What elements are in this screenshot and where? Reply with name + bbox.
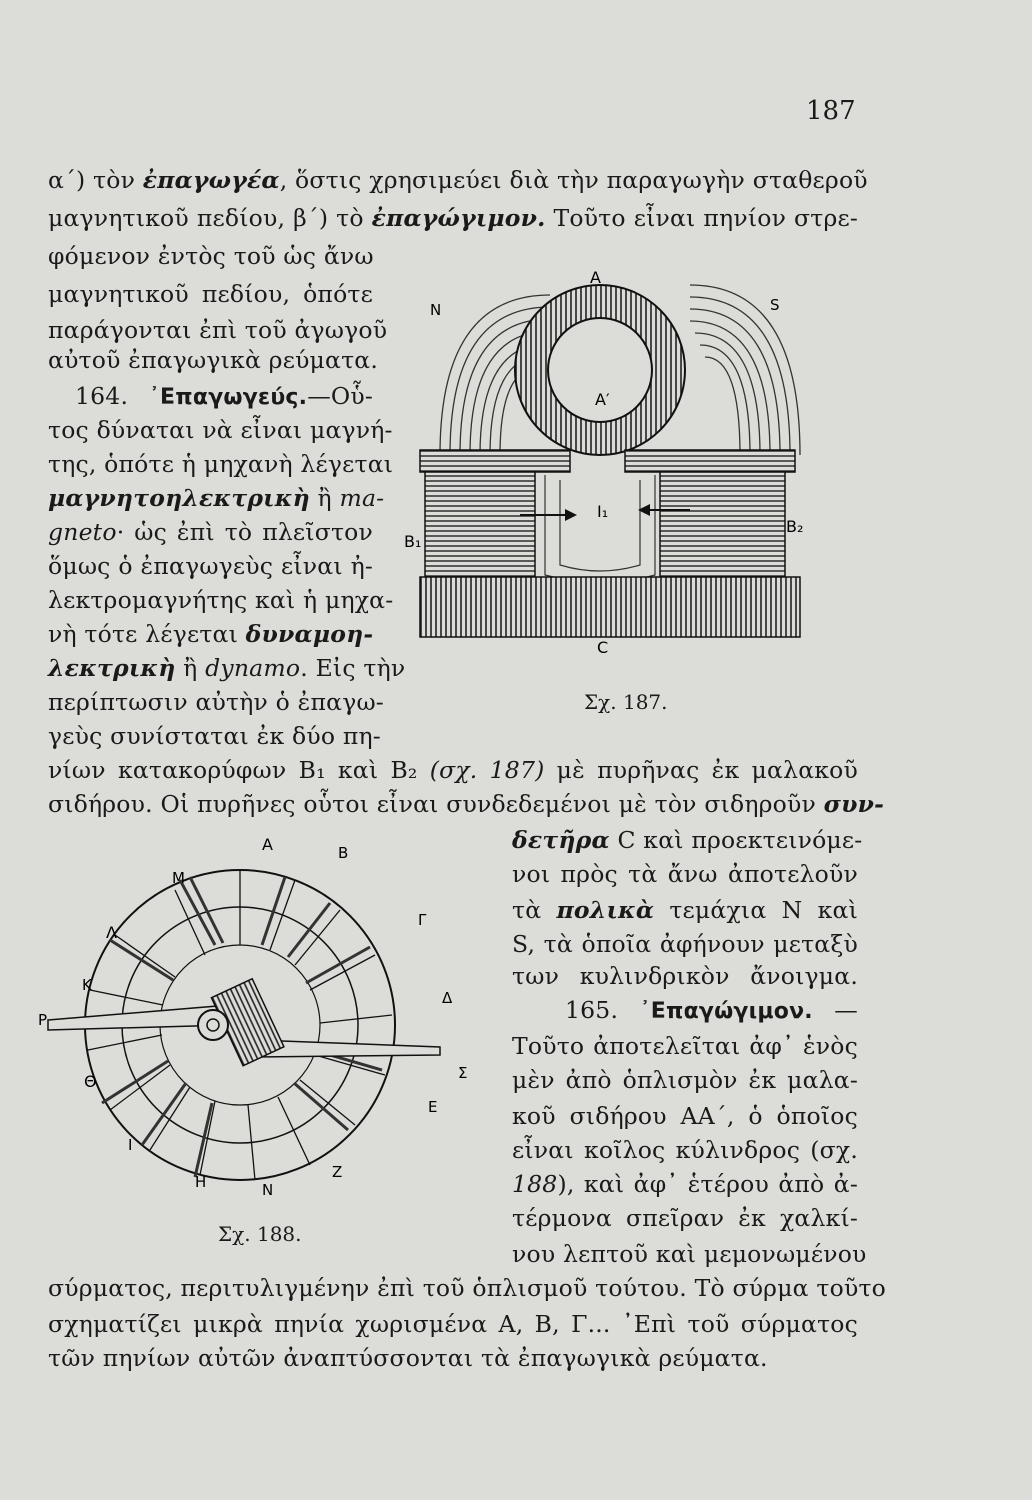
label-b2: B₂: [786, 517, 804, 536]
label-kappa: K: [82, 976, 92, 994]
coil-b2: [660, 472, 785, 577]
text-line-2: μαγνητικοῦ πεδίου, β΄) τὸ ἐπαγώγιμον. Τοῦτο εἶναι πηνίον στρε-: [48, 204, 858, 232]
label-theta: Θ: [84, 1072, 97, 1091]
label-delta: Δ: [442, 989, 453, 1007]
text-line-15: λεκτρικὴ ἢ dynamo. Εἰς τὴν: [48, 654, 406, 682]
figure-187-dynamo: [400, 255, 860, 675]
text-line-31: τέρμονα σπεῖραν ἐκ χαλκί-: [512, 1204, 858, 1232]
label-lambda: Λ: [106, 923, 117, 942]
text-line-17: γεὺς συνίσταται ἐκ δύο πη-: [48, 722, 381, 750]
text-line-13: λεκτρομαγνήτης καὶ ἡ μηχα-: [48, 586, 394, 614]
section-165-heading: 165. ᾿Επαγώγιμον. —: [565, 996, 858, 1024]
label-rho: P: [38, 1011, 48, 1029]
label-a: A: [590, 268, 601, 287]
text-line-16: περίπτωσιν αὐτὴν ὁ ἐπαγω-: [48, 688, 384, 716]
text-line-8: τος δύναται νὰ εἶναι μαγνή-: [48, 416, 393, 444]
text-line-21: νοι πρὸς τὰ ἄνω ἀποτελοῦν: [512, 860, 858, 888]
text-line-5: παράγονται ἐπὶ τοῦ ἀγωγοῦ: [48, 316, 388, 344]
text-line-26: Τοῦτο ἀποτελεῖται ἀφ᾿ ἑνὸς: [512, 1032, 858, 1060]
label-sigma: Σ: [458, 1064, 468, 1082]
text-line-6: αὐτοῦ ἐπαγωγικὰ ρεύματα.: [48, 346, 379, 374]
label-iota: I: [128, 1136, 133, 1154]
field-lines-inner: [545, 475, 655, 583]
text-line-9: της, ὁπότε ἡ μηχανὴ λέγεται: [48, 450, 394, 478]
label-n: N: [430, 301, 442, 319]
text-line-3: φόμενον ἐντὸς τοῦ ὡς ἄνω: [48, 242, 374, 270]
text-line-4: μαγνητικοῦ πεδίου, ὁπότε: [48, 280, 373, 308]
text-line-27: μὲν ἀπὸ ὁπλισμὸν ἐκ μαλα-: [512, 1066, 858, 1094]
label-s: S: [770, 296, 780, 314]
label-a-prime: A′: [595, 390, 610, 409]
text-line-18: νίων κατακορύφων B₁ καὶ B₂ (σχ. 187) μὲ πυρῆνας ἐκ μαλακοῦ: [48, 756, 858, 784]
pole-piece-s: [625, 450, 795, 472]
figure-187-caption: Σχ. 187.: [584, 690, 668, 714]
figure-188-gramme-ring: [30, 825, 490, 1205]
text-line-29: εἶναι κοῖλος κύλινδρος (σχ.: [512, 1136, 858, 1164]
label-alpha: A: [262, 835, 273, 854]
hub-center: [207, 1019, 219, 1031]
text-line-35: τῶν πηνίων αὐτῶν ἀναπτύσσονται τὰ ἐπαγωγικὰ ρεύματα.: [48, 1344, 768, 1372]
text-line-19: σιδήρου. Οἱ πυρῆνες οὗτοι εἶναι συνδεδεμένοι μὲ τὸν σιδηροῦν συν-: [48, 790, 885, 818]
text-line-1: α΄) τὸν ἐπαγωγέα, ὅστις χρησιμεύει διὰ τὴν παραγωγὴν σταθεροῦ: [48, 166, 868, 194]
label-beta: B: [338, 844, 349, 862]
text-line-28: κοῦ σιδήρου AA΄, ὁ ὁποῖος: [512, 1102, 858, 1130]
text-line-11: gneto· ὡς ἐπὶ τὸ πλεῖστον: [48, 518, 373, 546]
text-line-24: των κυλινδρικὸν ἄνοιγμα.: [512, 962, 858, 990]
text-line-20: δετῆρα C καὶ προεκτεινόμε-: [512, 826, 863, 854]
label-nu: N: [262, 1181, 274, 1199]
label-gamma: Γ: [418, 911, 427, 929]
label-zeta: Z: [332, 1163, 343, 1181]
page-number: 187: [806, 96, 856, 126]
field-lines-right: [690, 285, 800, 455]
label-i1: I₁: [597, 502, 609, 521]
section-164-heading: 164. ᾿Επαγωγεύς.—Οὗ-: [75, 382, 373, 410]
text-line-12: ὅμως ὁ ἐπαγωγεὺς εἶναι ἠ-: [48, 552, 373, 580]
text-line-14: νὴ τότε λέγεται δυναμοη-: [48, 620, 374, 648]
text-line-23: S, τὰ ὁποῖα ἀφήνουν μεταξὺ: [512, 930, 858, 958]
text-line-10: μαγνητοηλεκτρικὴ ἢ ma-: [48, 484, 385, 512]
text-line-32: νου λεπτοῦ καὶ μεμονωμένου: [512, 1240, 867, 1268]
label-eta: H: [195, 1173, 207, 1191]
connector-c: [420, 577, 800, 637]
text-line-22: τὰ πολικὰ τεμάχια N καὶ: [512, 896, 858, 924]
text-line-34: σχηματίζει μικρὰ πηνία χωρισμένα A, B, Γ... ᾿Επὶ τοῦ σύρματος: [48, 1310, 858, 1338]
label-c: C: [597, 638, 609, 657]
label-mu: M: [172, 869, 185, 887]
label-epsilon: E: [428, 1098, 438, 1116]
label-b1: B₁: [404, 532, 422, 551]
figure-188-caption: Σχ. 188.: [218, 1222, 302, 1246]
arrow-head-left: [565, 509, 577, 521]
text-line-30: 188), καὶ ἀφ᾿ ἑτέρου ἀπὸ ἀ-: [512, 1170, 858, 1198]
pole-piece-n: [420, 450, 570, 472]
text-line-33: σύρματος, περιτυλιγμένην ἐπὶ τοῦ ὁπλισμοῦ τούτου. Τὸ σύρμα τοῦτο: [48, 1274, 886, 1302]
coil-b1: [425, 472, 535, 577]
